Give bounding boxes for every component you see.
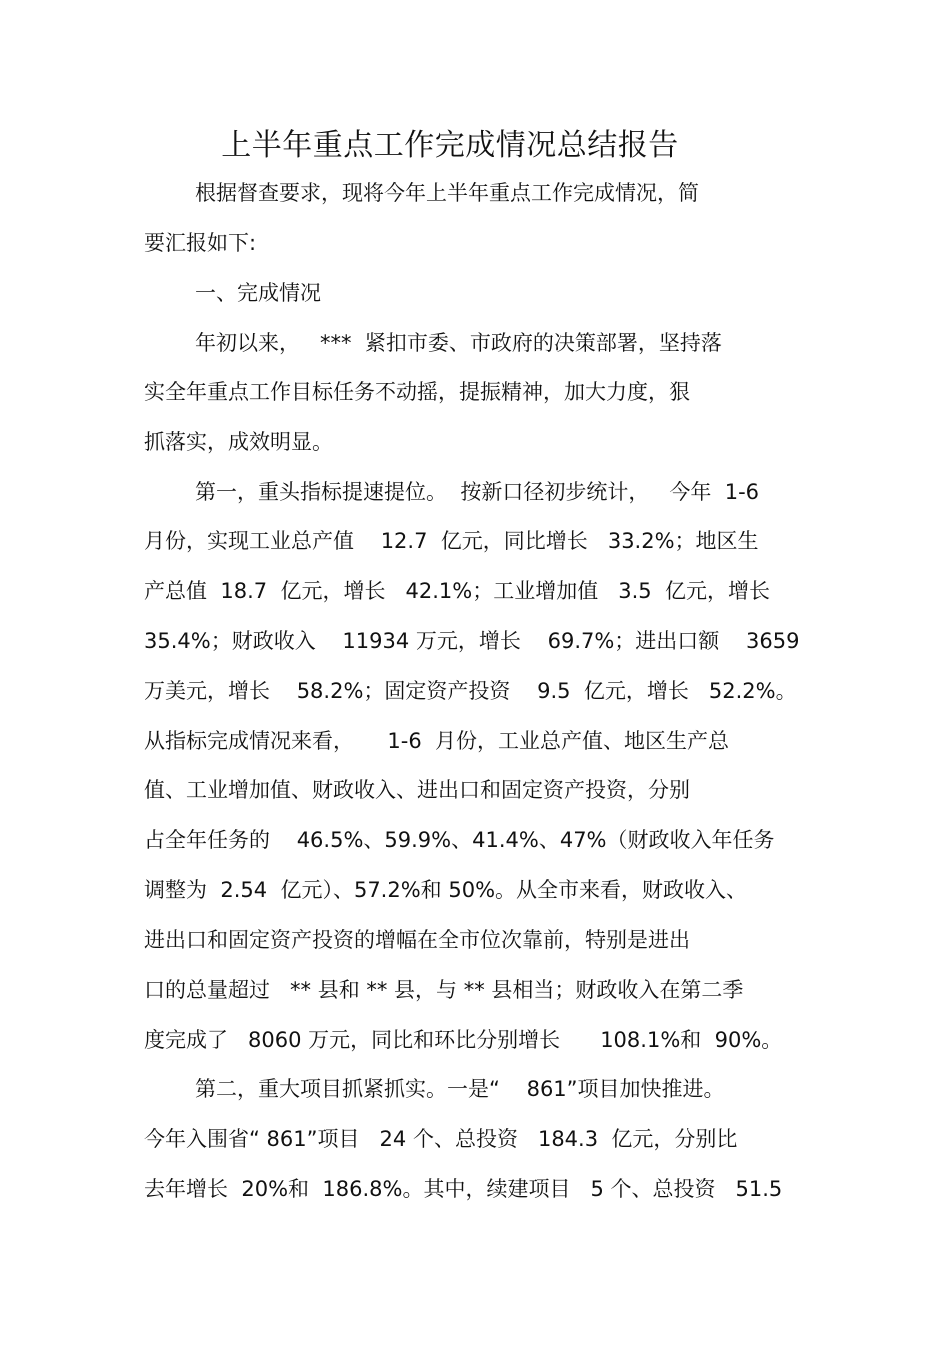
paragraph-line: 要汇报如下: — [144, 231, 257, 255]
page-title: 上半年重点工作完成情况总结报告 — [221, 128, 679, 163]
paragraph-line: 万美元，增长 58.2%；固定资产投资 9.5 亿元，增长 52.2%。 — [144, 679, 797, 703]
paragraph-line: 产总值 18.7 亿元，增长 42.1%；工业增加值 3.5 亿元，增长 — [144, 579, 770, 603]
section-heading: 一、完成情况 — [195, 281, 321, 305]
paragraph-line: 第二，重大项目抓紧抓实。一是“ 861”项目加快推进。 — [195, 1077, 725, 1101]
paragraph-line: 月份，实现工业总产值 12.7 亿元，同比增长 33.2%；地区生 — [144, 529, 759, 553]
paragraph-line: 值、工业增加值、财政收入、进出口和固定资产投资，分别 — [144, 778, 690, 802]
paragraph-line: 今年入围省“ 861”项目 24 个、总投资 184.3 亿元，分别比 — [144, 1127, 738, 1151]
paragraph-line: 调整为 2.54 亿元）、57.2%和 50%。从全市来看，财政收入、 — [144, 878, 748, 902]
paragraph-line: 去年增长 20%和 186.8%。其中，续建项目 5 个、总投资 51.5 — [144, 1177, 783, 1201]
paragraph-line: 抓落实，成效明显。 — [144, 430, 333, 454]
paragraph-line: 进出口和固定资产投资的增幅在全市位次靠前，特别是进出 — [144, 928, 690, 952]
paragraph-line: 口的总量超过 ** 县和 ** 县，与 ** 县相当；财政收入在第二季 — [144, 978, 744, 1002]
paragraph-line: 第一，重头指标提速提位。 按新口径初步统计， 今年 1-6 — [195, 480, 760, 504]
paragraph-line: 度完成了 8060 万元，同比和环比分别增长 108.1%和 90%。 — [144, 1028, 783, 1052]
paragraph-line: 根据督查要求，现将今年上半年重点工作完成情况，简 — [195, 181, 699, 205]
paragraph-line: 实全年重点工作目标任务不动摇，提振精神，加大力度，狠 — [144, 380, 690, 404]
paragraph-line: 从指标完成情况来看， 1-6 月份，工业总产值、地区生产总 — [144, 729, 730, 753]
paragraph-line: 年初以来， *** 紧扣市委、市政府的决策部署，坚持落 — [195, 331, 722, 355]
paragraph-line: 35.4%；财政收入 11934 万元，增长 69.7%；进出口额 3659 — [144, 629, 800, 653]
paragraph-line: 占全年任务的 46.5%、59.9%、41.4%、47%（财政收入年任务 — [144, 828, 775, 852]
